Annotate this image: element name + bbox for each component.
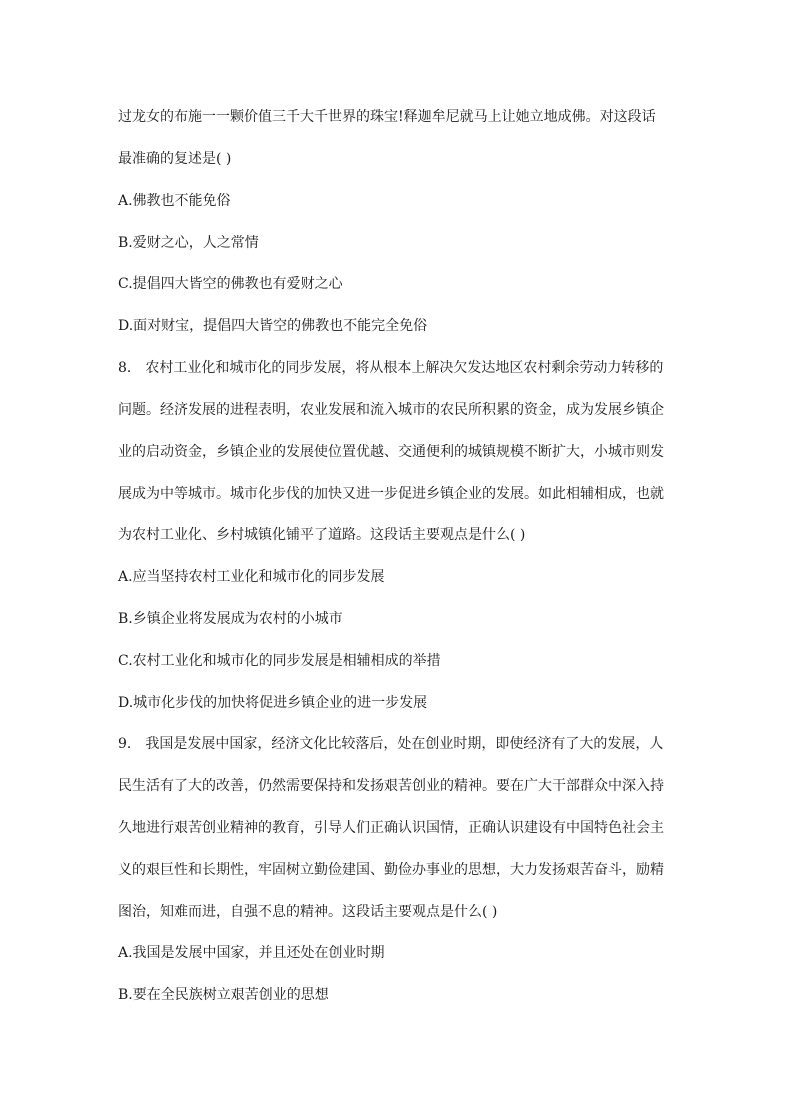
q9-option-b: B.要在全民族树立艰苦创业的思想 — [118, 987, 329, 1003]
q9-text-line-2: 民生活有了大的改善，仍然需要保持和发扬艰苦创业的精神。要在广大干部群众中深入持 — [118, 778, 664, 794]
q8-text-line-2: 问题。经济发展的进程表明，农业发展和流入城市的农民所积累的资金，成为发展乡镇企 — [118, 402, 664, 418]
q8-text-line-3: 业的启动资金，乡镇企业的发展使位置优越、交通便利的城镇规模不断扩大，小城市则发 — [118, 444, 664, 460]
q9-text-line-5: 图治，知难而进，自强不息的精神。这段话主要观点是什么( ) — [118, 904, 498, 920]
q7-text-line-2: 最准确的复述是( ) — [118, 151, 232, 167]
q8-text-line-1: 8． 农村工业化和城市化的同步发展，将从根本上解决欠发达地区农村剩余劳动力转移的 — [118, 360, 664, 376]
q8-text-line-4: 展成为中等城市。城市化步伐的加快又进一步促进乡镇企业的发展。如此相辅相成，也就 — [118, 486, 664, 502]
q7-option-d: D.面对财宝，提倡四大皆空的佛教也不能完全免俗 — [118, 318, 428, 334]
q9-text-line-3: 久地进行艰苦创业精神的教育，引导人们正确认识国情，正确认识建设有中国特色社会主 — [118, 820, 664, 836]
q9-text-line-4: 义的艰巨性和长期性，牢固树立勤俭建国、勤俭办事业的思想，大力发扬艰苦奋斗，励精 — [118, 862, 664, 878]
q8-option-a: A.应当坚持农村工业化和城市化的同步发展 — [118, 569, 385, 585]
q7-text-line-1: 过龙女的布施一一颗价值三千大千世界的珠宝!释迦牟尼就马上让她立地成佛。对这段话 — [118, 109, 656, 125]
q9-option-a: A.我国是发展中国家，并且还处在创业时期 — [118, 945, 385, 961]
q9-text-line-1: 9． 我国是发展中国家，经济文化比较落后，处在创业时期，即使经济有了大的发展，人 — [118, 736, 664, 752]
q8-option-d: D.城市化步伐的加快将促进乡镇企业的进一步发展 — [118, 695, 428, 711]
q7-option-c: C.提倡四大皆空的佛教也有爱财之心 — [118, 276, 343, 292]
q8-option-b: B.乡镇企业将发展成为农村的小城市 — [118, 611, 343, 627]
q7-option-b: B.爱财之心，人之常情 — [118, 235, 259, 251]
q7-option-a: A.佛教也不能免俗 — [118, 193, 231, 209]
q8-option-c: C.农村工业化和城市化的同步发展是相辅相成的举措 — [118, 653, 441, 669]
q8-text-line-5: 为农村工业化、乡村城镇化铺平了道路。这段话主要观点是什么( ) — [118, 527, 526, 543]
